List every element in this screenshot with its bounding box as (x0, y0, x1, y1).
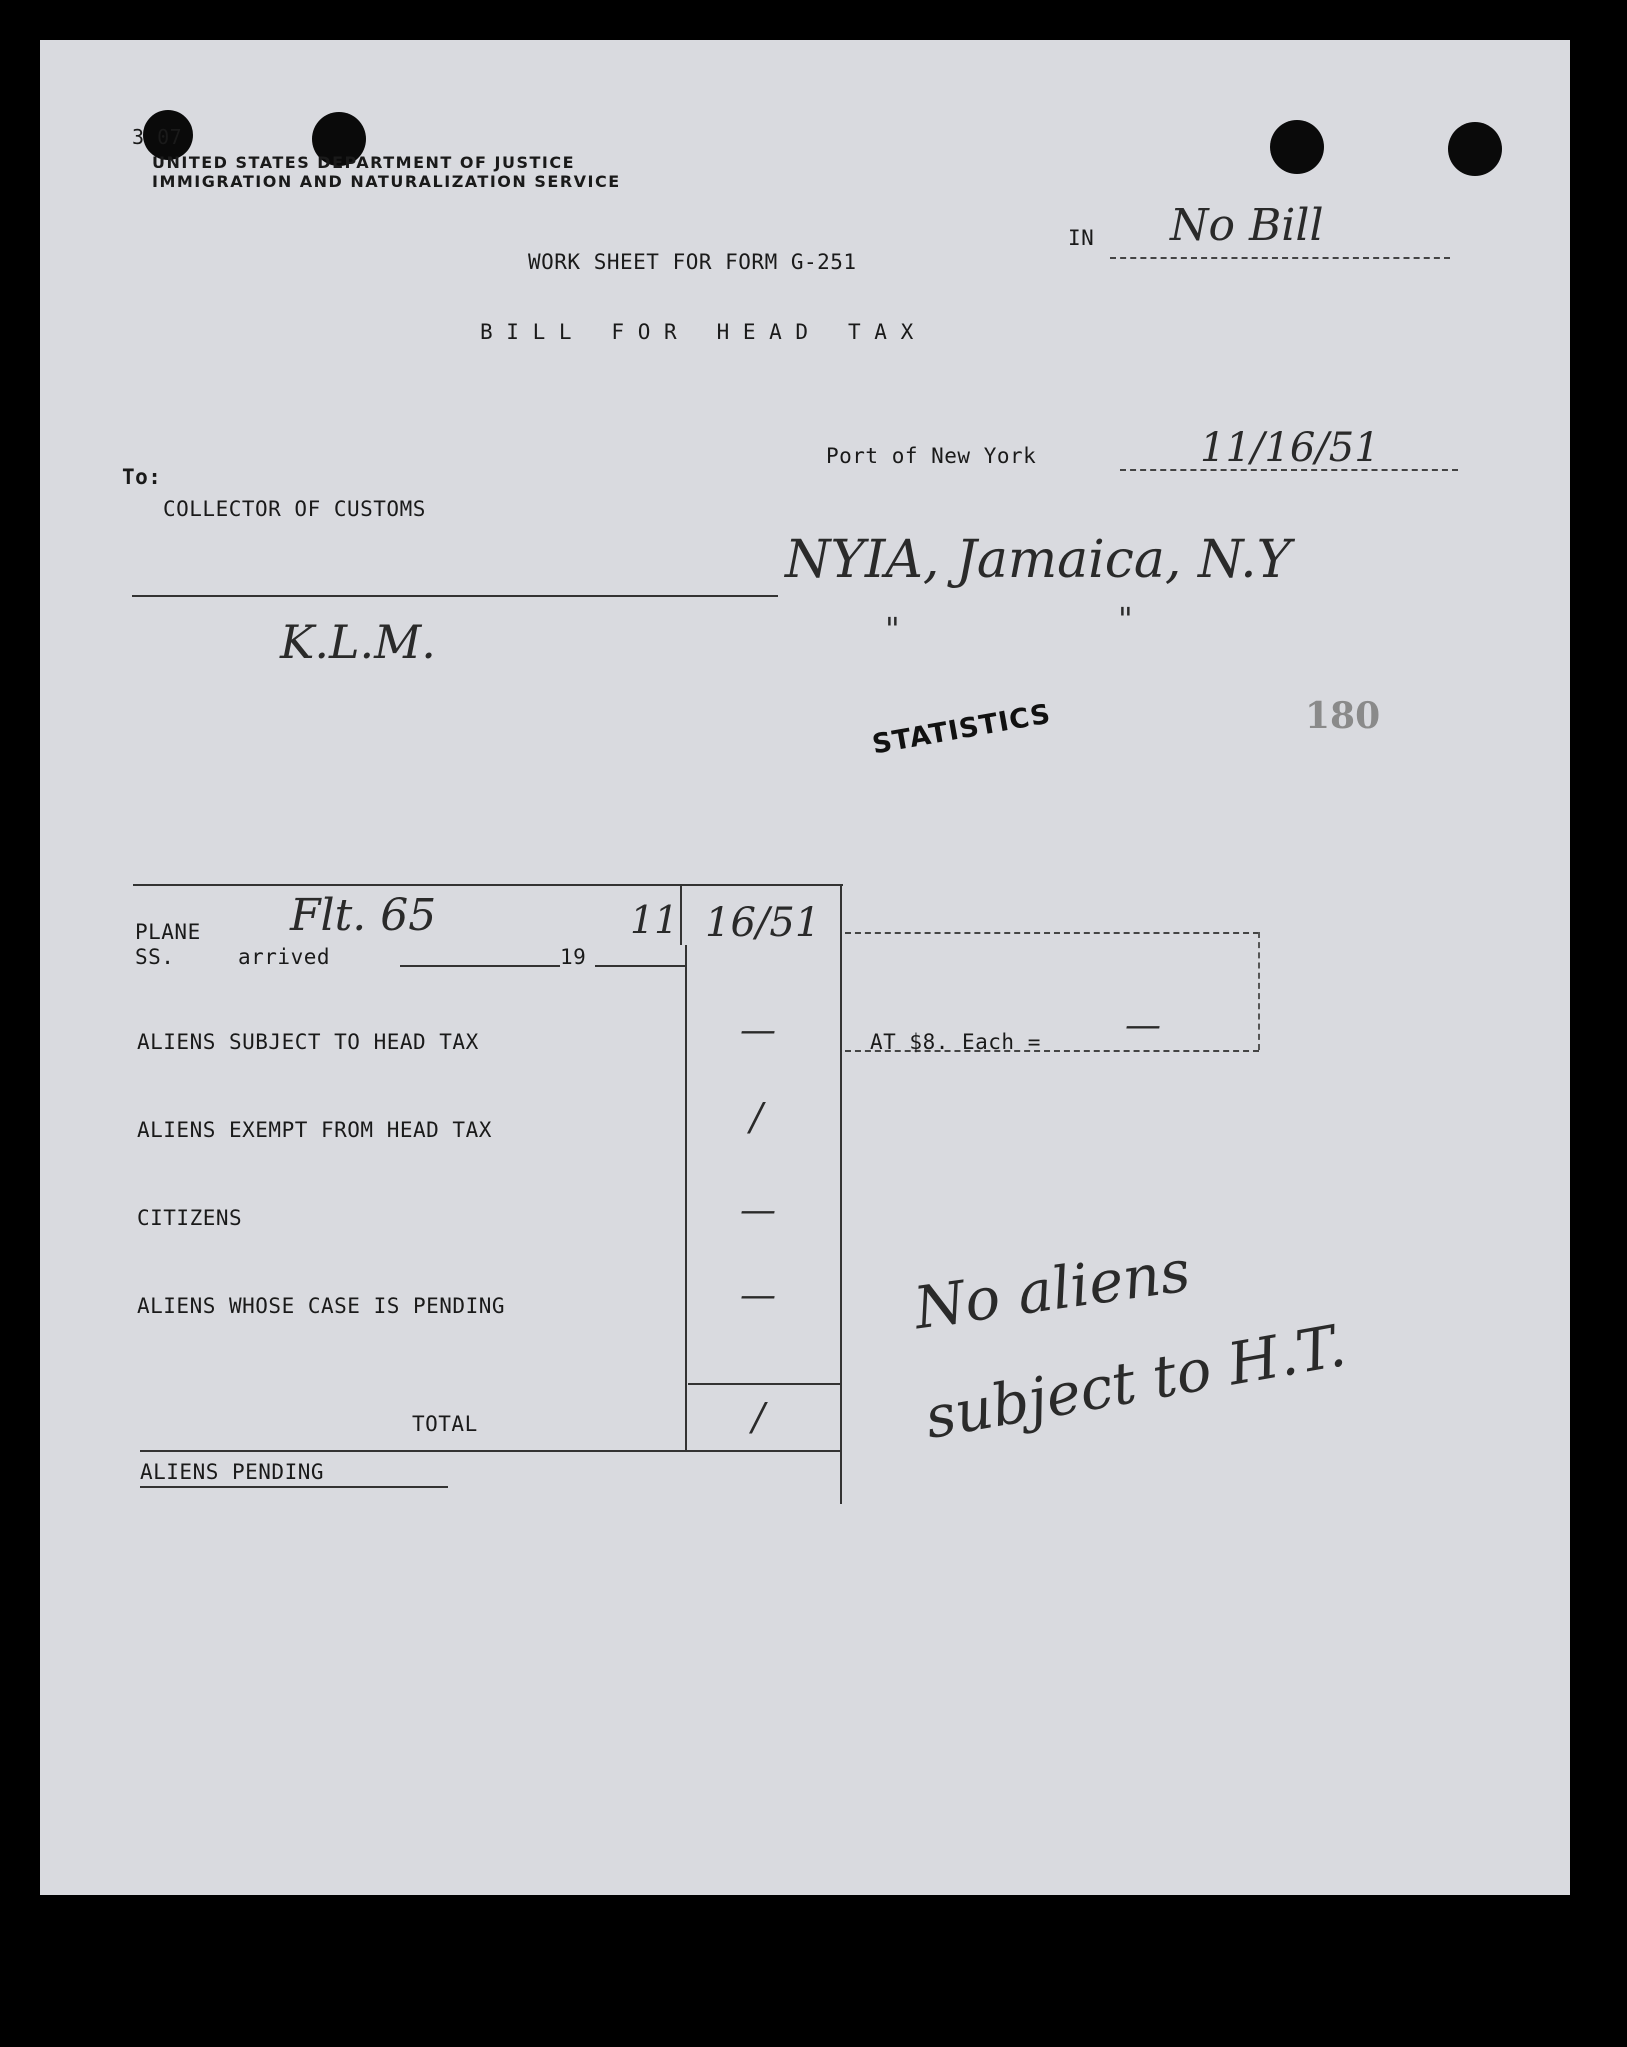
airport-handwritten: NYIA, Jamaica, N.Y (785, 530, 1291, 590)
aliens-pending-label: ALIENS PENDING (140, 1460, 325, 1484)
total-value: / (752, 1395, 765, 1439)
row-label-citizens: CITIZENS (137, 1206, 243, 1230)
table-total-rule (688, 1383, 842, 1385)
row-value-subject: — (740, 1010, 776, 1051)
row-label-subject: ALIENS SUBJECT TO HEAD TAX (137, 1030, 479, 1054)
ditto-mark: " (1118, 600, 1133, 638)
rate-label: AT $8. Each = (870, 1030, 1041, 1054)
arrival-date: 16/51 (705, 900, 821, 946)
row-value-exempt: / (750, 1095, 763, 1139)
rate-box-right (1258, 932, 1260, 1050)
rate-box-top (845, 932, 1259, 934)
row-value-pending: — (740, 1275, 776, 1316)
note-line-2: subject to H.T. (920, 1311, 1351, 1452)
to-value: COLLECTOR OF CUSTOMS (163, 497, 426, 521)
ditto-mark: " (885, 610, 900, 648)
agency-line-2: IMMIGRATION AND NATURALIZATION SERVICE (152, 172, 621, 191)
row-label-pending: ALIENS WHOSE CASE IS PENDING (137, 1294, 506, 1318)
carrier-handwritten: K.L.M. (280, 615, 436, 669)
address-underline (132, 595, 778, 597)
document-page (40, 40, 1570, 1895)
flight-handwritten: Flt. 65 (290, 890, 437, 941)
port-label: Port of New York (826, 444, 1037, 468)
statistics-stamp: STATISTICS (870, 698, 1054, 761)
punch-hole (1270, 120, 1324, 174)
total-label: TOTAL (412, 1412, 478, 1436)
table-left-short (680, 885, 682, 945)
port-date-underline (1120, 469, 1458, 471)
table-bottom-rule (140, 1450, 842, 1452)
agency-line-1: UNITED STATES DEPARTMENT OF JUSTICE (152, 153, 576, 172)
arrived-date-underline (400, 965, 560, 967)
bill-title: B I L L F O R H E A D T A X (480, 320, 914, 344)
year-prefix: 19 (560, 945, 587, 969)
in-underline (1110, 257, 1450, 259)
stamp-number: 180 (1305, 695, 1381, 737)
to-label: To: (122, 465, 162, 489)
in-label: IN (1068, 226, 1095, 250)
ss-label: SS. (135, 945, 175, 969)
worksheet-title: WORK SHEET FOR FORM G-251 (528, 250, 857, 274)
table-divider-left (685, 945, 687, 1450)
row-label-exempt: ALIENS EXEMPT FROM HEAD TAX (137, 1118, 492, 1142)
note-line-1: No aliens (910, 1236, 1195, 1343)
port-date: 11/16/51 (1200, 425, 1380, 471)
in-value: No Bill (1170, 200, 1324, 251)
arrived-label: arrived (238, 945, 331, 969)
aliens-pending-underline (140, 1486, 448, 1488)
punch-hole (1448, 122, 1502, 176)
rate-value: — (1125, 1005, 1161, 1046)
row-value-citizens: — (740, 1190, 776, 1231)
arrival-month: 11 (630, 898, 679, 942)
arrived-year-underline (595, 965, 685, 967)
file-number: 3 07 (132, 125, 183, 149)
table-top-rule (133, 884, 843, 886)
table-divider-right (840, 884, 842, 1504)
plane-label: PLANE (135, 920, 201, 944)
